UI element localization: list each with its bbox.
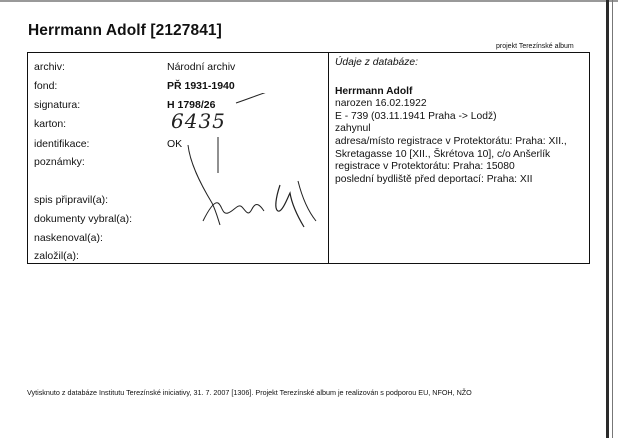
label-poznamky: poznámky:: [34, 156, 85, 168]
page-title: Herrmann Adolf [2127841]: [28, 22, 222, 39]
database-line-address: adresa/místo registrace v Protektorátu: Praha: XII., Skretagasse 10 [XII., Škrétova 10], c/o Anšerlík: [335, 135, 567, 160]
label-dokumenty-vybral: dokumenty vybral(a):: [34, 213, 133, 225]
label-naskenoval: naskenoval(a):: [34, 232, 103, 244]
database-header: Údaje z databáze:: [335, 57, 419, 68]
value-archiv: Národní archiv: [167, 61, 236, 73]
label-spis-pripravil: spis připravil(a):: [34, 194, 109, 206]
value-signatura: H 1798/26: [167, 99, 216, 111]
database-line-transport: E - 739 (03.11.1941 Praha -> Lodž): [335, 110, 497, 122]
handwritten-signature: [148, 93, 328, 233]
value-fond: PŘ 1931-1940: [167, 80, 235, 92]
database-line-last-residence: poslední bydliště před deportací: Praha: XII: [335, 173, 533, 185]
scan-edge-right: [606, 0, 609, 438]
label-signatura: signatura:: [34, 99, 81, 111]
label-zalozil: založil(a):: [34, 250, 79, 262]
project-label: projekt Terezínské album: [496, 43, 574, 50]
footer-note: Vytisknuto z databáze Institutu Terezínské iniciativy, 31. 7. 2007 [1306]. Projekt Terezínské album je realizován s podporou EU, NFOH, NŽO: [27, 388, 472, 397]
record-card: [27, 52, 590, 264]
label-fond: fond:: [34, 80, 58, 92]
label-identifikace: identifikace:: [34, 138, 90, 150]
label-archiv: archiv:: [34, 61, 65, 73]
column-divider: [328, 53, 329, 263]
database-person-name: Herrmann Adolf: [335, 85, 413, 97]
scan-edge-top: [0, 0, 618, 2]
value-identifikace: OK: [167, 138, 183, 150]
database-panel: [335, 57, 587, 186]
scan-edge-right-thin: [612, 0, 613, 438]
karton-handwritten-value: 6435: [171, 109, 226, 133]
database-line-registration: registrace v Protektorátu: Praha: 15080: [335, 161, 515, 173]
database-line-birth: narozen 16.02.1922: [335, 98, 427, 110]
database-line-fate: zahynul: [335, 123, 371, 135]
label-karton: karton:: [34, 118, 67, 130]
